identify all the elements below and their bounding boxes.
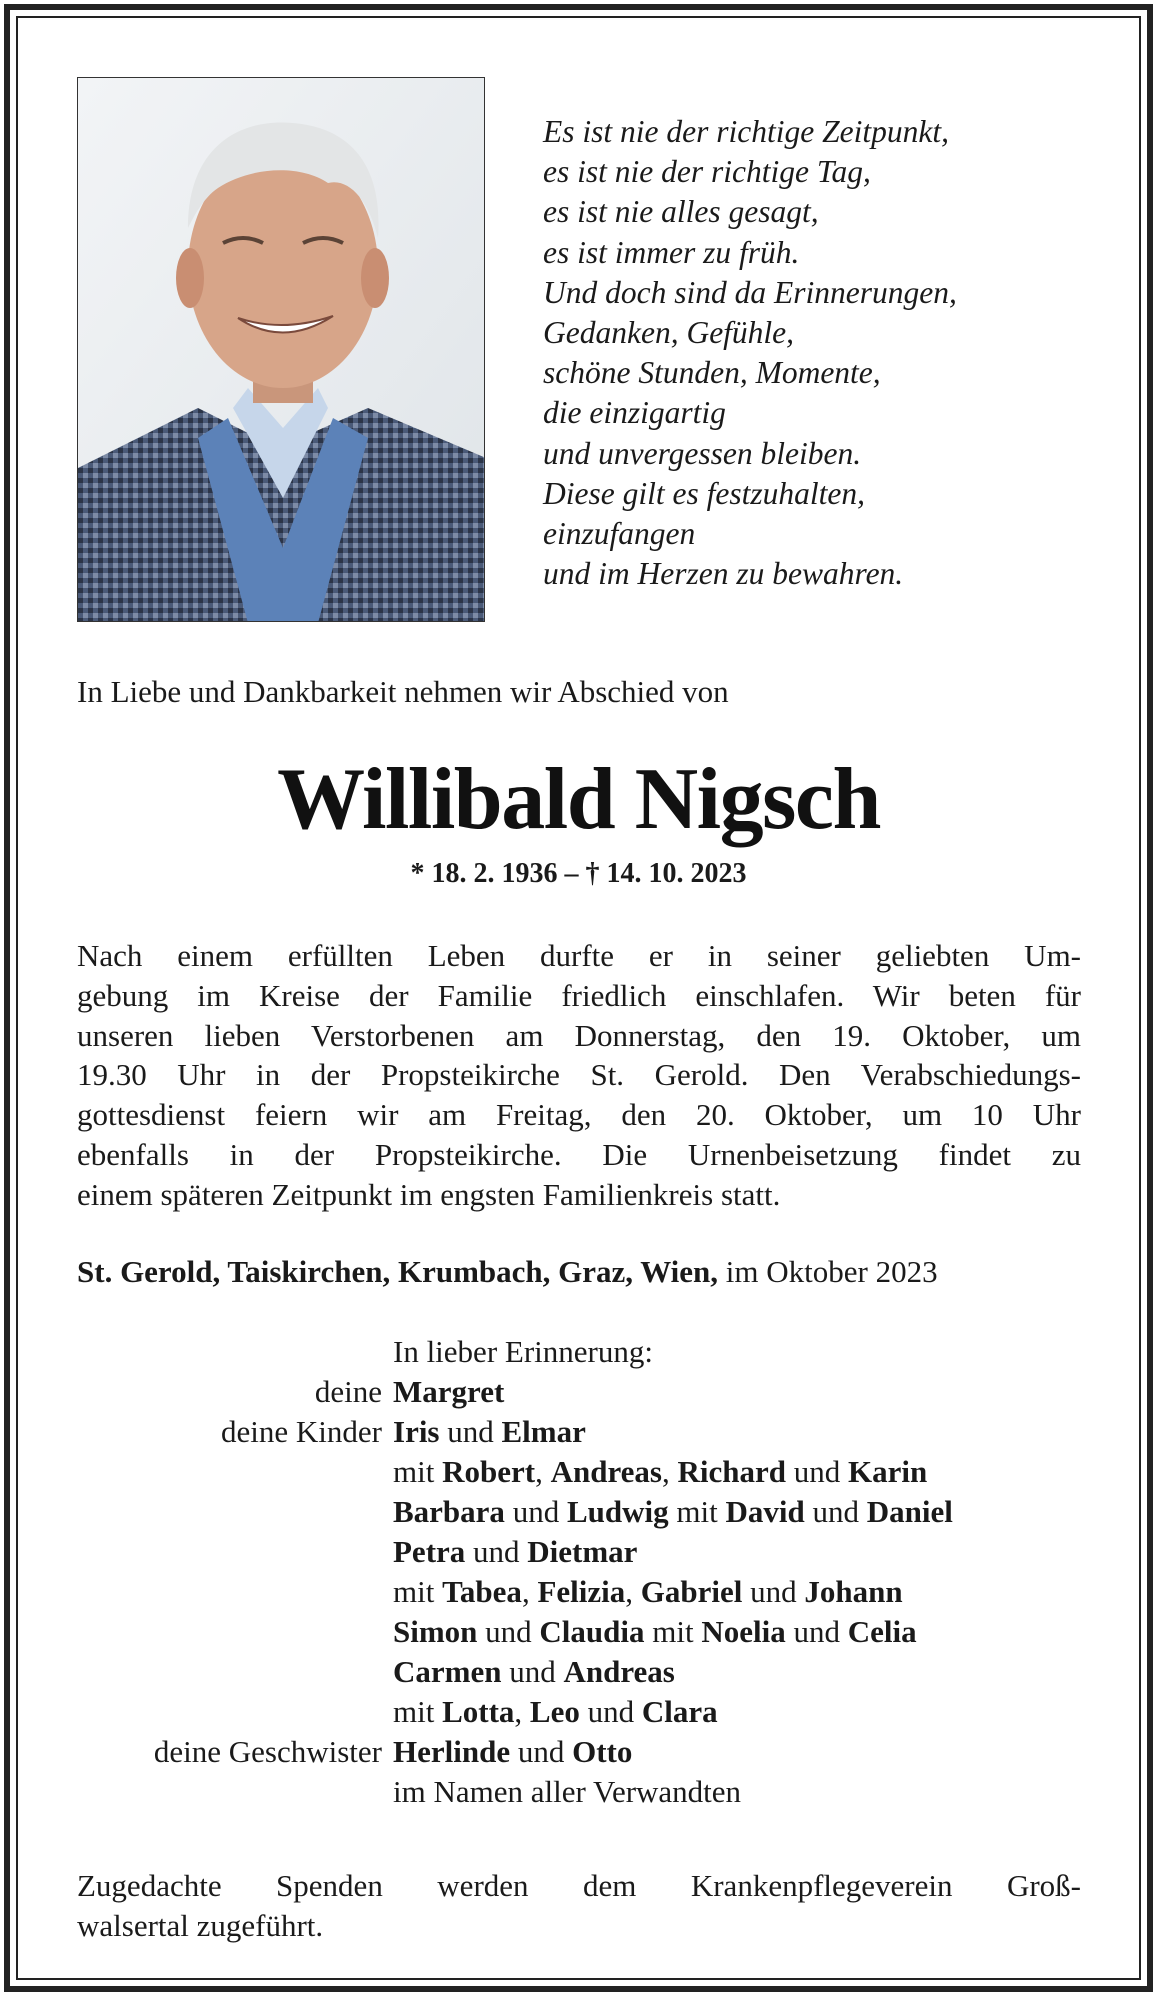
family-name: Leo <box>529 1694 580 1729</box>
family-row <box>77 1572 1081 1612</box>
family-members <box>393 1732 1081 1772</box>
family-connector: , <box>514 1694 530 1729</box>
poem-line: und im Herzen zu bewahren. <box>543 556 904 592</box>
family-members <box>393 1652 1081 1692</box>
portrait-photo <box>77 77 485 622</box>
family-connector: und <box>785 1454 848 1489</box>
announcement-line: gottesdienst feiern wir am Freitag, den 20. Oktober, um 10 Uhr <box>77 1097 1081 1133</box>
family-name: Otto <box>572 1734 633 1769</box>
family-name: Richard <box>677 1454 786 1489</box>
family-name: Robert <box>442 1454 536 1489</box>
announcement-line: gebung im Kreise der Familie friedlich einschlafen. Wir beten für <box>77 977 1081 1013</box>
poem-line: einzufangen <box>543 516 696 552</box>
family-row <box>77 1492 1081 1532</box>
family-row <box>77 1692 1081 1732</box>
family-name: Carmen <box>393 1654 502 1689</box>
poem-line: es ist nie der richtige Tag, <box>543 154 871 190</box>
family-members <box>393 1772 1081 1812</box>
family-connector: mit <box>393 1574 443 1609</box>
family-name: Claudia <box>539 1614 645 1649</box>
family-row <box>77 1732 1081 1772</box>
family-name: Petra <box>393 1534 466 1569</box>
family-row <box>77 1772 1081 1812</box>
family-connector: und <box>477 1614 540 1649</box>
family-relation <box>77 1492 393 1532</box>
announcement-text <box>77 936 1081 1215</box>
family-row <box>77 1652 1081 1692</box>
family-list <box>77 1332 1081 1812</box>
family-members <box>393 1412 1081 1452</box>
family-connector: , <box>521 1574 538 1609</box>
family-row <box>77 1412 1081 1452</box>
announcement-line: 19.30 Uhr in der Propsteikirche St. Gerold. Den Verabschiedungs- <box>77 1057 1081 1093</box>
intro-text: In Liebe und Dankbarkeit nehmen wir Abschied von <box>77 674 729 709</box>
family-connector: und <box>501 1654 564 1689</box>
family-name: Felizia <box>537 1574 626 1609</box>
family-relation <box>77 1452 393 1492</box>
deceased-name: Willibald Nigsch <box>277 751 880 848</box>
family-connector: und <box>439 1414 502 1449</box>
announcement-line: Nach einem erfüllten Leben durfte er in seiner geliebten Um- <box>77 938 1081 973</box>
family-connector: , <box>625 1574 641 1609</box>
family-members <box>393 1532 1081 1572</box>
family-connector: mit <box>668 1494 726 1529</box>
poem-line: Gedanken, Gefühle, <box>543 315 795 351</box>
family-members <box>393 1492 1081 1532</box>
poem-line: und unvergessen bleiben. <box>543 435 862 471</box>
family-name: Noelia <box>701 1614 786 1649</box>
family-name: Herlinde <box>393 1734 511 1769</box>
family-members <box>393 1572 1081 1612</box>
family-connector: und <box>510 1734 573 1769</box>
family-relation: deine <box>314 1374 382 1409</box>
location-places: St. Gerold, Taiskirchen, Krumbach, Graz, Wien, <box>77 1254 719 1289</box>
life-dates: * 18. 2. 1936 – † 14. 10. 2023 <box>410 858 747 889</box>
family-connector: und <box>504 1494 567 1529</box>
poem-line: Es ist nie der richtige Zeitpunkt, <box>543 114 949 149</box>
family-connector: mit <box>393 1454 443 1489</box>
family-relation <box>77 1612 393 1652</box>
family-row <box>77 1372 1081 1412</box>
family-relation: deine Geschwister <box>153 1734 382 1769</box>
family-relation: deine Kinder <box>221 1414 382 1449</box>
family-row <box>77 1452 1081 1492</box>
family-members <box>393 1372 1081 1412</box>
location-line <box>77 1254 1081 1290</box>
family-relation <box>77 1772 393 1812</box>
family-connector: , <box>535 1454 551 1489</box>
family-name: Ludwig <box>566 1494 669 1529</box>
donation-line: Zugedachte Spenden werden dem Krankenpflegeverein Groß- <box>77 1868 1081 1903</box>
family-connector: mit <box>644 1614 702 1649</box>
poem <box>543 112 1063 594</box>
family-relation <box>77 1532 393 1572</box>
poem-line: Und doch sind da Erinnerungen, <box>543 274 957 310</box>
family-name: David <box>725 1494 805 1529</box>
location-date: im Oktober 2023 <box>725 1254 938 1289</box>
family-relation <box>77 1652 393 1692</box>
family-name: Andreas <box>550 1454 662 1489</box>
family-name: Celia <box>847 1614 917 1649</box>
family-name: Andreas <box>563 1654 675 1689</box>
announcement-line: ebenfalls in der Propsteikirche. Die Urnenbeisetzung findet zu <box>77 1136 1081 1172</box>
family-name: Daniel <box>866 1494 953 1529</box>
family-name: Johann <box>804 1574 903 1609</box>
poem-line: die einzigartig <box>543 395 726 431</box>
family-name: Gabriel <box>640 1574 743 1609</box>
family-name: Elmar <box>501 1414 586 1449</box>
family-connector: und <box>742 1574 805 1609</box>
family-connector: im Namen aller Verwandten <box>393 1774 742 1809</box>
family-name: Iris <box>393 1414 440 1449</box>
poem-line: es ist nie alles gesagt, <box>543 194 819 230</box>
family-members <box>393 1452 1081 1492</box>
family-relation <box>77 1692 393 1732</box>
family-name: Simon <box>393 1614 478 1649</box>
family-heading: In lieber Erinnerung: <box>393 1334 653 1369</box>
family-connector: und <box>785 1614 848 1649</box>
family-relation <box>77 1572 393 1612</box>
family-connector: , <box>661 1454 678 1489</box>
family-name: Dietmar <box>527 1534 638 1569</box>
family-row <box>77 1532 1081 1572</box>
poem-line: Diese gilt es festzuhalten, <box>543 475 865 511</box>
family-connector: und <box>579 1694 642 1729</box>
family-connector: und <box>804 1494 867 1529</box>
family-name: Clara <box>641 1694 718 1729</box>
family-heading-row <box>77 1332 1081 1372</box>
family-name: Margret <box>393 1374 505 1409</box>
donation-line: walsertal zugeführt. <box>77 1908 324 1943</box>
family-name: Karin <box>847 1454 928 1489</box>
family-connector: und <box>465 1534 528 1569</box>
family-members <box>393 1692 1081 1732</box>
family-row <box>77 1612 1081 1652</box>
family-name: Lotta <box>442 1694 515 1729</box>
family-connector: mit <box>393 1694 443 1729</box>
family-name: Tabea <box>442 1574 522 1609</box>
family-name: Barbara <box>393 1494 505 1529</box>
donation-note <box>77 1866 1081 1946</box>
poem-line: schöne Stunden, Momente, <box>543 355 881 391</box>
announcement-line: einem späteren Zeitpunkt im engsten Familienkreis statt. <box>77 1176 781 1212</box>
family-members <box>393 1612 1081 1652</box>
poem-line: es ist immer zu früh. <box>543 234 800 270</box>
announcement-line: unseren lieben Verstorbenen am Donnerstag, den 19. Oktober, um <box>77 1017 1081 1053</box>
